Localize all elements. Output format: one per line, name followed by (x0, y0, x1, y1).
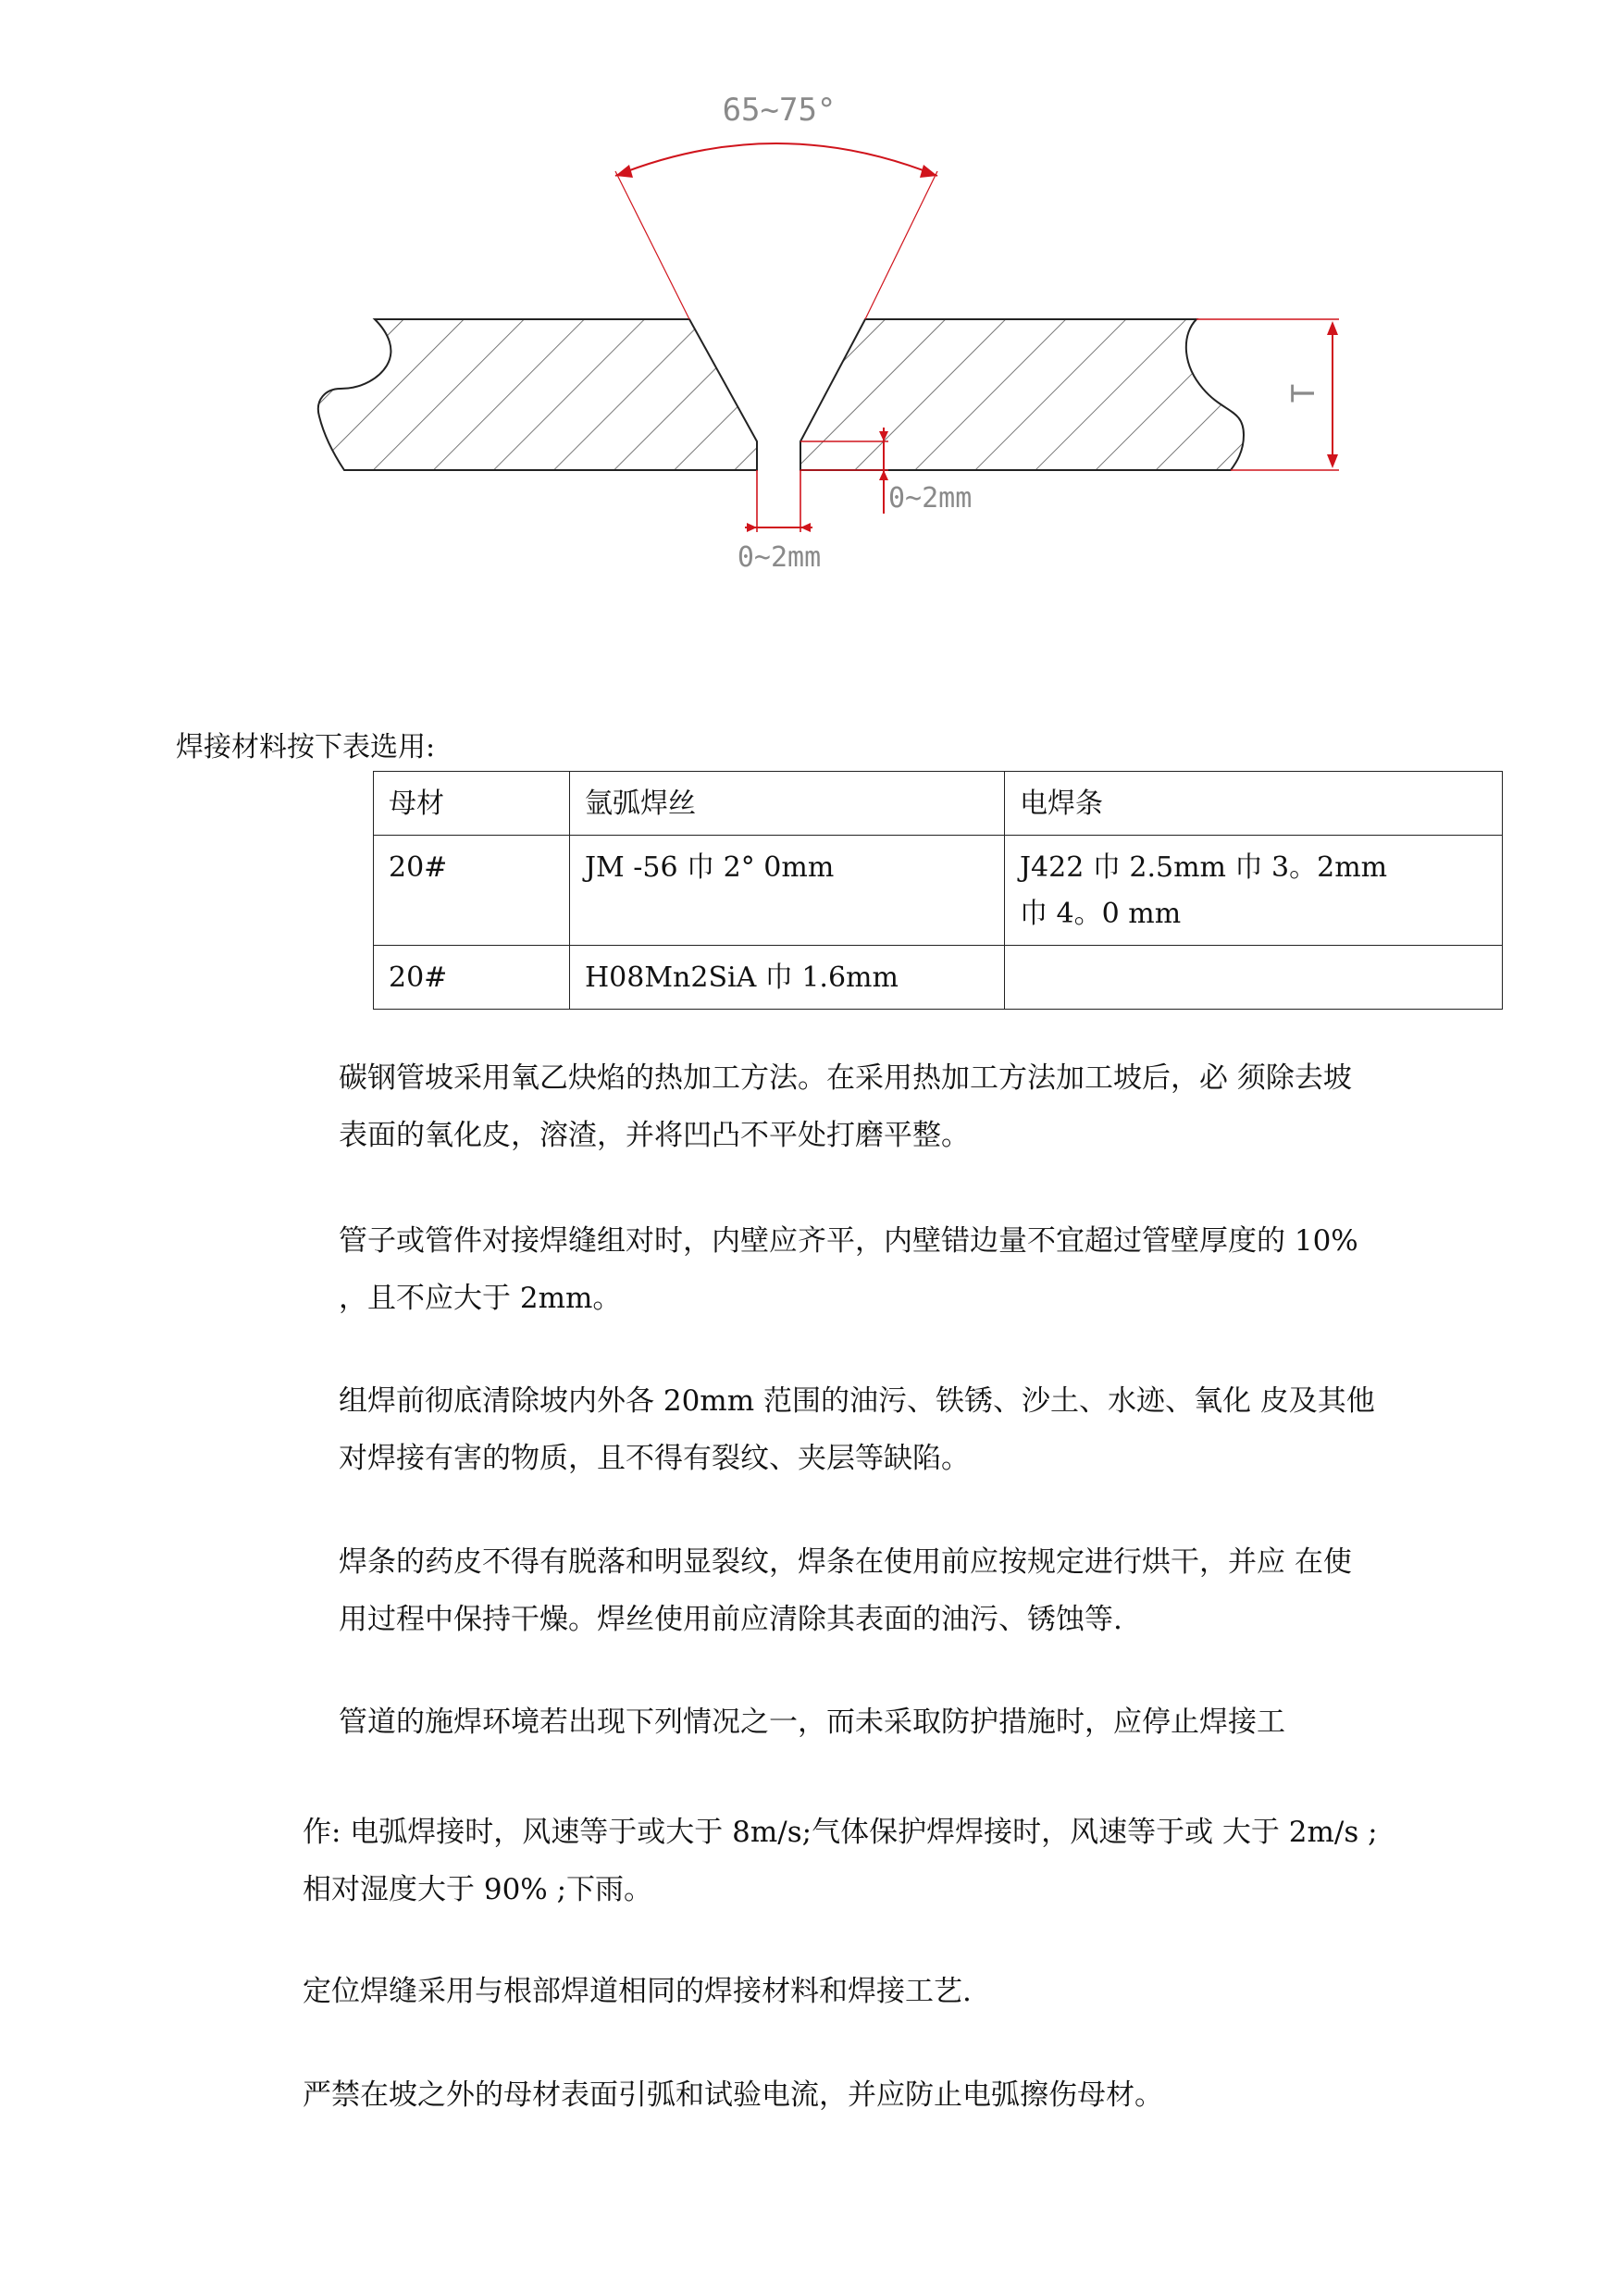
paragraph-line: 用过程中保持干燥。焊丝使用前应清除其表面的油污、锈蚀等. (339, 1603, 1122, 1636)
paragraph-line: 对焊接有害的物质，且不得有裂纹、夹层等缺陷。 (339, 1442, 970, 1475)
table-row (374, 946, 1503, 1010)
root-gap-arrow-right (800, 523, 811, 532)
weld-groove-diagram (0, 0, 1624, 648)
header-argon-wire: 氩弧焊丝 (570, 772, 1005, 836)
table-row (374, 836, 1503, 946)
paragraph-line: 定位焊缝采用与根部焊道相同的焊接材料和焊接工艺. (303, 1975, 972, 2008)
paragraph-line: 碳钢管坡采用氧乙炔焰的热加工方法。在采用热加工方法加工坡后，必 须除去坡 (339, 1061, 1352, 1095)
paragraph-environment-conditions (303, 1804, 1378, 1918)
paragraph-electrode-storage (339, 1533, 1352, 1648)
materials-intro: 焊接材料按下表选用: (176, 731, 436, 763)
angle-arrow-right (920, 165, 937, 178)
angle-extension-right (865, 171, 937, 319)
paragraph-line: ，且不应大于 2mm。 (339, 1282, 622, 1315)
paragraph-line: 表面的氧化皮，溶渣，并将凹凸不平处打磨平整。 (339, 1119, 970, 1152)
paragraph-line: 作: 电弧焊接时，风速等于或大于 8m/s;气体保护焊焊接时，风速等于或 大于 2m/s ; (303, 1816, 1378, 1849)
left-plate (318, 319, 757, 470)
cell-electrode (1005, 836, 1503, 946)
paragraph-alignment (339, 1212, 1358, 1327)
root-face-arrow-bottom (879, 470, 888, 480)
paragraph-groove-processing (339, 1049, 1352, 1164)
paragraph-cleaning (339, 1372, 1375, 1487)
angle-arc (615, 143, 937, 176)
cell-electrode-line: 巾 4。0 mm (1020, 898, 1182, 930)
table-header-row (374, 772, 1503, 836)
paragraph-line: 管道的施焊环境若出现下列情况之一，而未采取防护措施时，应停止焊接工 (339, 1706, 1285, 1739)
cell-base-metal: 20# (374, 836, 570, 946)
cell-electrode (1005, 946, 1503, 1010)
paragraph-environment (339, 1693, 1285, 1751)
angle-arrow-left (615, 165, 633, 178)
paragraph-arc-strike (303, 2066, 1163, 2124)
cell-base-metal: 20# (374, 946, 570, 1010)
welding-materials-table (373, 771, 1503, 1010)
paragraph-line: 焊条的药皮不得有脱落和明显裂纹，焊条在使用前应按规定进行烘干，并应 在使 (339, 1545, 1352, 1579)
thickness-arrow-bottom (1327, 454, 1338, 468)
right-plate (800, 319, 1244, 470)
header-base-metal: 母材 (374, 772, 570, 836)
root-gap-label: 0~2mm (737, 541, 822, 574)
thickness-arrow-top (1327, 321, 1338, 335)
paragraph-line: 相对湿度大于 90% ;下雨。 (303, 1873, 653, 1906)
thickness-label: T (1285, 383, 1322, 403)
cell-argon-wire: JM -56 巾 2° 0mm (570, 836, 1005, 946)
angle-extension-left (615, 171, 689, 319)
header-electrode: 电焊条 (1005, 772, 1503, 836)
root-gap-arrow-left (747, 523, 757, 532)
root-face-label: 0~2mm (888, 482, 973, 515)
paragraph-tack-weld (303, 1963, 972, 2020)
paragraph-line: 组焊前彻底清除坡内外各 20mm 范围的油污、铁锈、沙土、水迹、氧化 皮及其他 (339, 1384, 1375, 1418)
paragraph-line: 严禁在坡之外的母材表面引弧和试验电流，并应防止电弧擦伤母材。 (303, 2078, 1163, 2112)
angle-label: 65~75° (722, 92, 837, 129)
cell-argon-wire: H08Mn2SiA 巾 1.6mm (570, 946, 1005, 1010)
cell-electrode-line: J422 巾 2.5mm 巾 3。2mm (1020, 851, 1388, 884)
paragraph-line: 管子或管件对接焊缝组对时，内壁应齐平，内壁错边量不宜超过管壁厚度的 10% (339, 1224, 1358, 1258)
